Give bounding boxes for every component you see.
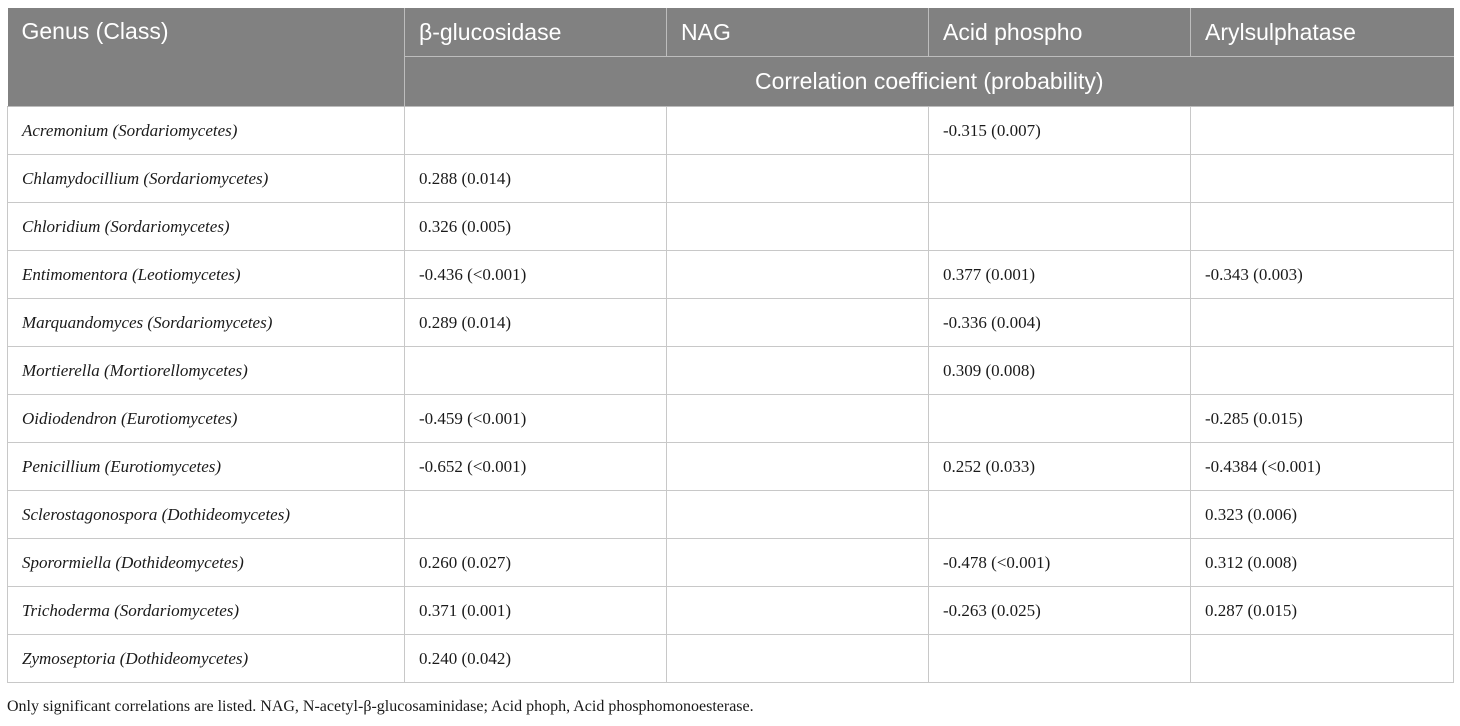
cell-nag [667,443,929,491]
cell-beta-glucosidase: 0.326 (0.005) [405,203,667,251]
cell-beta-glucosidase: -0.436 (<0.001) [405,251,667,299]
cell-genus: Oidiodendron (Eurotiomycetes) [8,395,405,443]
cell-nag [667,107,929,155]
cell-nag [667,539,929,587]
cell-nag [667,155,929,203]
cell-nag [667,635,929,683]
cell-beta-glucosidase: -0.459 (<0.001) [405,395,667,443]
cell-arylsulphatase [1191,635,1454,683]
cell-acid-phospho [929,491,1191,539]
table-row [8,395,1454,443]
cell-arylsulphatase [1191,203,1454,251]
cell-acid-phospho [929,635,1191,683]
cell-genus: Mortierella (Mortiorellomycetes) [8,347,405,395]
cell-beta-glucosidase: 0.289 (0.014) [405,299,667,347]
header-row [8,8,1454,57]
cell-nag [667,251,929,299]
cell-genus: Sporormiella (Dothideomycetes) [8,539,405,587]
header-arylsulphatase: Arylsulphatase [1191,8,1454,57]
table-row [8,347,1454,395]
cell-genus: Chlamydocillium (Sordariomycetes) [8,155,405,203]
cell-arylsulphatase: -0.343 (0.003) [1191,251,1454,299]
table-body [8,107,1454,683]
table-row [8,539,1454,587]
cell-arylsulphatase: 0.287 (0.015) [1191,587,1454,635]
cell-beta-glucosidase: 0.240 (0.042) [405,635,667,683]
cell-acid-phospho [929,395,1191,443]
cell-nag [667,491,929,539]
table-row [8,635,1454,683]
table-row [8,203,1454,251]
cell-beta-glucosidase: 0.288 (0.014) [405,155,667,203]
cell-arylsulphatase: 0.312 (0.008) [1191,539,1454,587]
table-footnote: Only significant correlations are listed. NAG, N-acetyl-β-glucosaminidase; Acid phoph, Acid phosphomonoesterase. [7,698,754,715]
cell-nag [667,587,929,635]
cell-genus: Entimomentora (Leotiomycetes) [8,251,405,299]
cell-genus: Zymoseptoria (Dothideomycetes) [8,635,405,683]
cell-genus: Acremonium (Sordariomycetes) [8,107,405,155]
cell-beta-glucosidase [405,347,667,395]
cell-nag [667,299,929,347]
cell-nag [667,203,929,251]
cell-arylsulphatase [1191,107,1454,155]
cell-acid-phospho: 0.309 (0.008) [929,347,1191,395]
subheader-correlation: Correlation coefficient (probability) [405,57,1454,107]
cell-genus: Sclerostagonospora (Dothideomycetes) [8,491,405,539]
cell-genus: Marquandomyces (Sordariomycetes) [8,299,405,347]
header-nag: NAG [667,8,929,57]
cell-acid-phospho [929,155,1191,203]
cell-arylsulphatase: -0.285 (0.015) [1191,395,1454,443]
cell-nag [667,347,929,395]
table-row [8,107,1454,155]
cell-arylsulphatase [1191,347,1454,395]
correlation-table [7,8,1454,683]
cell-beta-glucosidase: -0.652 (<0.001) [405,443,667,491]
cell-acid-phospho: 0.377 (0.001) [929,251,1191,299]
cell-acid-phospho: -0.336 (0.004) [929,299,1191,347]
cell-acid-phospho [929,203,1191,251]
table-row [8,155,1454,203]
table-row [8,251,1454,299]
header-acid-phospho: Acid phospho [929,8,1191,57]
cell-acid-phospho: -0.263 (0.025) [929,587,1191,635]
cell-acid-phospho: -0.315 (0.007) [929,107,1191,155]
cell-beta-glucosidase [405,491,667,539]
table-header [8,8,1454,107]
table-row [8,299,1454,347]
cell-arylsulphatase: 0.323 (0.006) [1191,491,1454,539]
cell-beta-glucosidase: 0.260 (0.027) [405,539,667,587]
cell-genus: Chloridium (Sordariomycetes) [8,203,405,251]
cell-arylsulphatase: -0.4384 (<0.001) [1191,443,1454,491]
cell-genus: Penicillium (Eurotiomycetes) [8,443,405,491]
table-row [8,443,1454,491]
cell-beta-glucosidase: 0.371 (0.001) [405,587,667,635]
header-genus: Genus (Class) [8,8,405,107]
cell-arylsulphatase [1191,299,1454,347]
header-beta-glucosidase: β-glucosidase [405,8,667,57]
cell-nag [667,395,929,443]
table-row [8,491,1454,539]
cell-arylsulphatase [1191,155,1454,203]
table-row [8,587,1454,635]
cell-acid-phospho: -0.478 (<0.001) [929,539,1191,587]
cell-genus: Trichoderma (Sordariomycetes) [8,587,405,635]
cell-beta-glucosidase [405,107,667,155]
cell-acid-phospho: 0.252 (0.033) [929,443,1191,491]
